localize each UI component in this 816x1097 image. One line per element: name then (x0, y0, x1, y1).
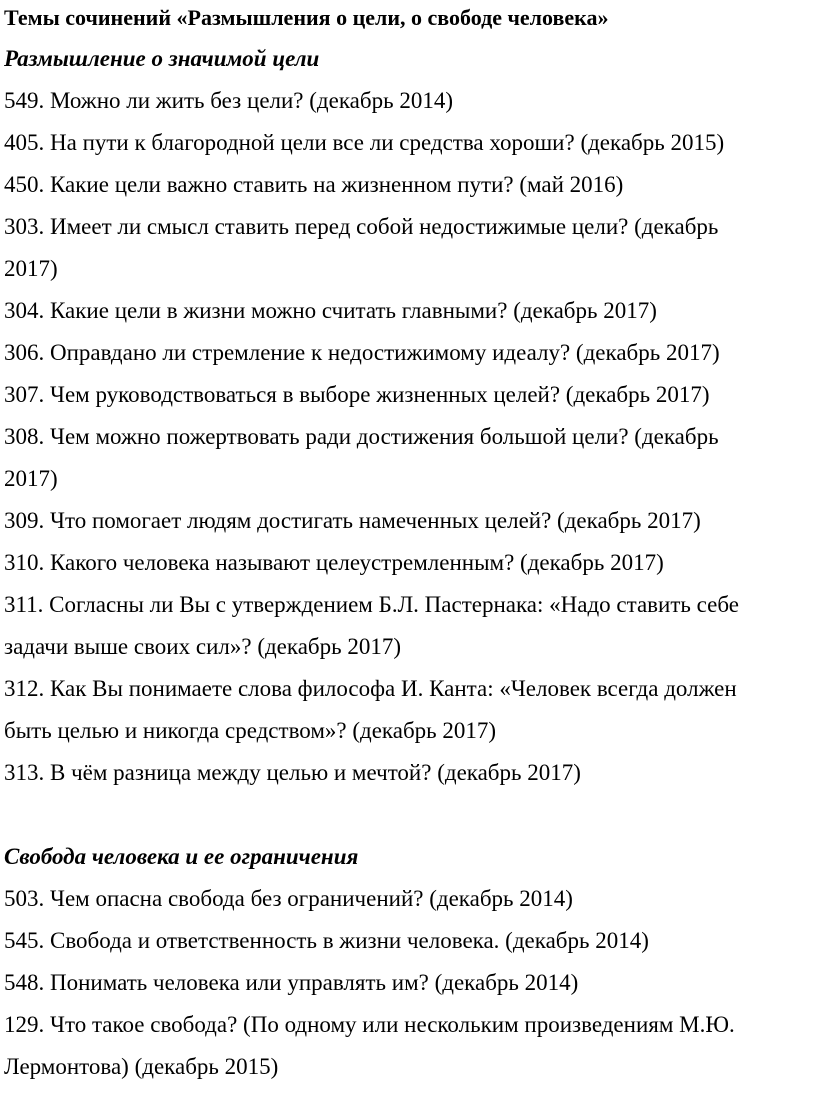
topic-308: 308. Чем можно пожертвовать ради достижения большой цели? (декабрь (4, 424, 719, 449)
topic-309: 309. Что помогает людям достигать намеченных целей? (декабрь 2017) (4, 508, 701, 533)
topic-129: 129. Что такое свобода? (По одному или нескольким произведениям М.Ю. (4, 1012, 735, 1037)
topic-545: 545. Свобода и ответственность в жизни человека. (декабрь 2014) (4, 928, 649, 953)
topic-304: 304. Какие цели в жизни можно считать главными? (декабрь 2017) (4, 298, 657, 323)
topic-405: 405. На пути к благородной цели все ли средства хороши? (декабрь 2015) (4, 130, 725, 155)
topic-548: 548. Понимать человека или управлять им? (декабрь 2014) (4, 970, 579, 995)
topic-308-cont: 2017) (4, 466, 58, 491)
topic-307: 307. Чем руководствоваться в выборе жизненных целей? (декабрь 2017) (4, 382, 710, 407)
topic-313: 313. В чём разница между целью и мечтой? (декабрь 2017) (4, 760, 581, 785)
section-heading-goal: Размышление о значимой цели (4, 46, 320, 71)
topic-549: 549. Можно ли жить без цели? (декабрь 2014) (4, 88, 453, 113)
topic-303-cont: 2017) (4, 256, 58, 281)
topic-129-cont: Лермонтова) (декабрь 2015) (4, 1054, 279, 1079)
topic-310: 310. Какого человека называют целеустремленным? (декабрь 2017) (4, 550, 664, 575)
topic-303: 303. Имеет ли смысл ставить перед собой недостижимые цели? (декабрь (4, 214, 719, 239)
topic-311: 311. Согласны ли Вы с утверждением Б.Л. Пастернака: «Надо ставить себе (4, 592, 739, 617)
topic-312-cont: быть целью и никогда средством»? (декабрь 2017) (4, 718, 497, 743)
section-heading-freedom: Свобода человека и ее ограничения (4, 844, 359, 869)
topic-311-cont: задачи выше своих сил»? (декабрь 2017) (4, 634, 402, 659)
topic-312: 312. Как Вы понимаете слова философа И. Канта: «Человек всегда должен (4, 676, 737, 701)
document-title: Темы сочинений «Размышления о цели, о свободе человека» (4, 5, 609, 30)
topic-503: 503. Чем опасна свобода без ограничений? (декабрь 2014) (4, 886, 573, 911)
topic-306: 306. Оправдано ли стремление к недостижимому идеалу? (декабрь 2017) (4, 340, 720, 365)
topic-450: 450. Какие цели важно ставить на жизненном пути? (май 2016) (4, 172, 624, 197)
